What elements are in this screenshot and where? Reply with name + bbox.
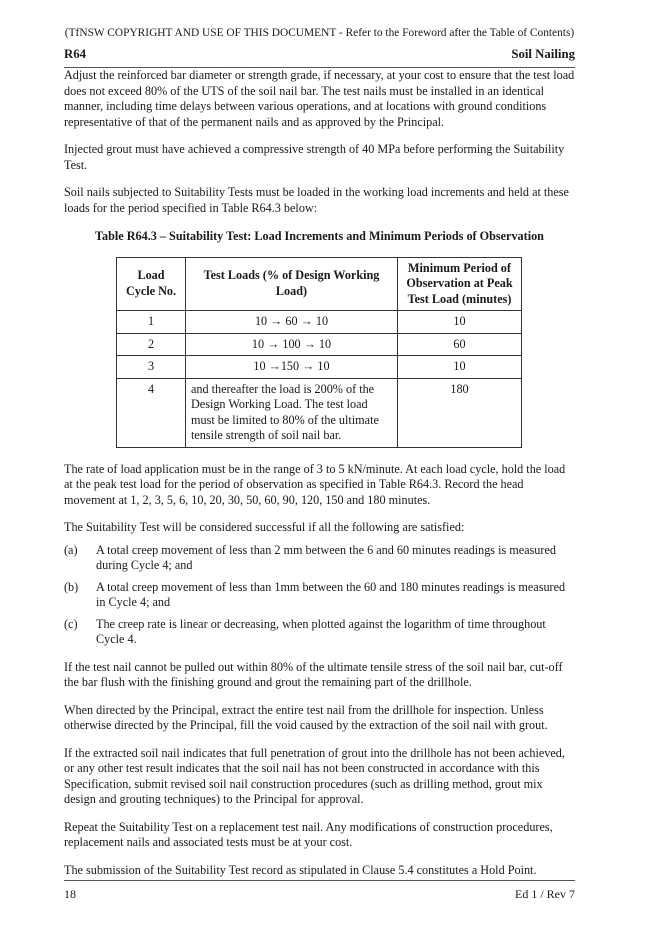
list-item [64,580,575,611]
paragraph-hold-point: The submission of the Suitability Test record as stipulated in Clause 5.4 constitutes a Hold Point. [64,862,537,877]
header-load-cycle: Load Cycle No. [117,257,186,311]
list-item-text: A total creep movement of less than 2 mm between the 6 and 60 minutes readings is measured during Cycle 4; and [96,542,556,572]
list-item-text: A total creep movement of less than 1mm between the 60 and 180 minutes readings is measured in Cycle 4; and [96,579,566,609]
paragraph-success-criteria: The Suitability Test will be considered successful if all the following are satisfied: [64,520,465,534]
document-page [64,26,575,878]
list-item-label: (b) [64,579,79,594]
table-row [117,333,522,356]
paragraph-extract-nail: When directed by the Principal, extract the entire test nail from the drillhole for inspection. Unless otherwise directed by the Principal, fill the void caused by the extraction of the soil nail with grout. [64,702,548,732]
cell-period: 10 [398,356,522,379]
header-test-loads: Test Loads (% of Design Working Load) [186,257,398,311]
cell-cycle: 1 [117,311,186,334]
cell-period: 60 [398,333,522,356]
spec-code: R64 [64,47,87,61]
paragraph-load-rate: The rate of load application must be in the range of 3 to 5 kN/minute. At each load cycle, hold the load at the peak test load for the period of observation as specified in Table R64.3. Record the head movement at 1, 2, 3, 5, 6, 10, 20, 30, 50, 60, 90, 120, 150 and 180 minutes. [64,461,566,507]
cell-loads: 10 → 100 → 10 [186,333,398,356]
paragraph-load-increments: Soil nails subjected to Suitability Tests must be loaded in the working load increments and held at these loads for the period specified in Table R64.3 below: [64,185,569,215]
list-item-text: The creep rate is linear or decreasing, when plotted against the logarithm of time throughout Cycle 4. [96,616,546,646]
cell-period: 180 [398,378,522,447]
table-row [117,356,522,379]
list-item [64,617,575,648]
list-item [64,543,575,574]
copyright-notice: (TfNSW COPYRIGHT AND USE OF THIS DOCUMENT - Refer to the Foreword after the Table of Contents) [64,27,575,39]
cell-loads: 10 →150 → 10 [186,356,398,379]
paragraph-grout-strength: Injected grout must have achieved a compressive strength of 40 MPa before performing the Suitability Test. [64,142,565,172]
cell-loads: and thereafter the load is 200% of the Design Working Load. The test load must be limited to 80% of the ultimate tensile strength of soil nail bar. [186,378,398,447]
running-header [64,46,575,68]
paragraph-test-load: Adjust the reinforced bar diameter or strength grade, if necessary, at your cost to ensure that the test load does not exceed 80% of the UTS of the soil nail bar. The test nails must be installed in an identical manner, including time delays between various operations, and at locations with ground conditions representative of that of the permanent nails and as approved by the Principal. [64,68,575,129]
table-row [117,311,522,334]
cell-period: 10 [398,311,522,334]
criteria-list [64,543,575,648]
list-item-label: (c) [64,616,78,631]
cell-loads: 10 → 60 → 10 [186,311,398,334]
page-footer [64,880,575,903]
spec-title: Soil Nailing [511,47,575,61]
list-item-label: (a) [64,542,78,557]
paragraph-pull-out: If the test nail cannot be pulled out within 80% of the ultimate tensile stress of the soil nail bar, cut-off the bar flush with the finishing ground and grout the remaining part of the drillhole. [64,659,563,689]
page-number: 18 [64,887,76,901]
cell-cycle: 3 [117,356,186,379]
edition-revision: Ed 1 / Rev 7 [515,887,575,901]
table-caption: Table R64.3 – Suitability Test: Load Increments and Minimum Periods of Observation [95,229,544,243]
suitability-test-table [116,257,522,448]
cell-cycle: 4 [117,378,186,447]
header-min-period: Minimum Period of Observation at Peak Test Load (minutes) [398,257,522,311]
paragraph-repeat-test: Repeat the Suitability Test on a replacement test nail. Any modifications of construction procedures, replacement nails and associated tests must be at your cost. [64,819,553,849]
table-row [117,378,522,447]
table-header-row [117,257,522,311]
paragraph-revised-procedures: If the extracted soil nail indicates that full penetration of grout into the drillhole has not been achieved, or any other test result indicates that the soil nail has not been constructed in accordance with this Specification, submit revised soil nail construction procedures (such as drilling method, grout mix design and grouting techniques) to the Principal for approval. [64,745,565,806]
cell-cycle: 2 [117,333,186,356]
